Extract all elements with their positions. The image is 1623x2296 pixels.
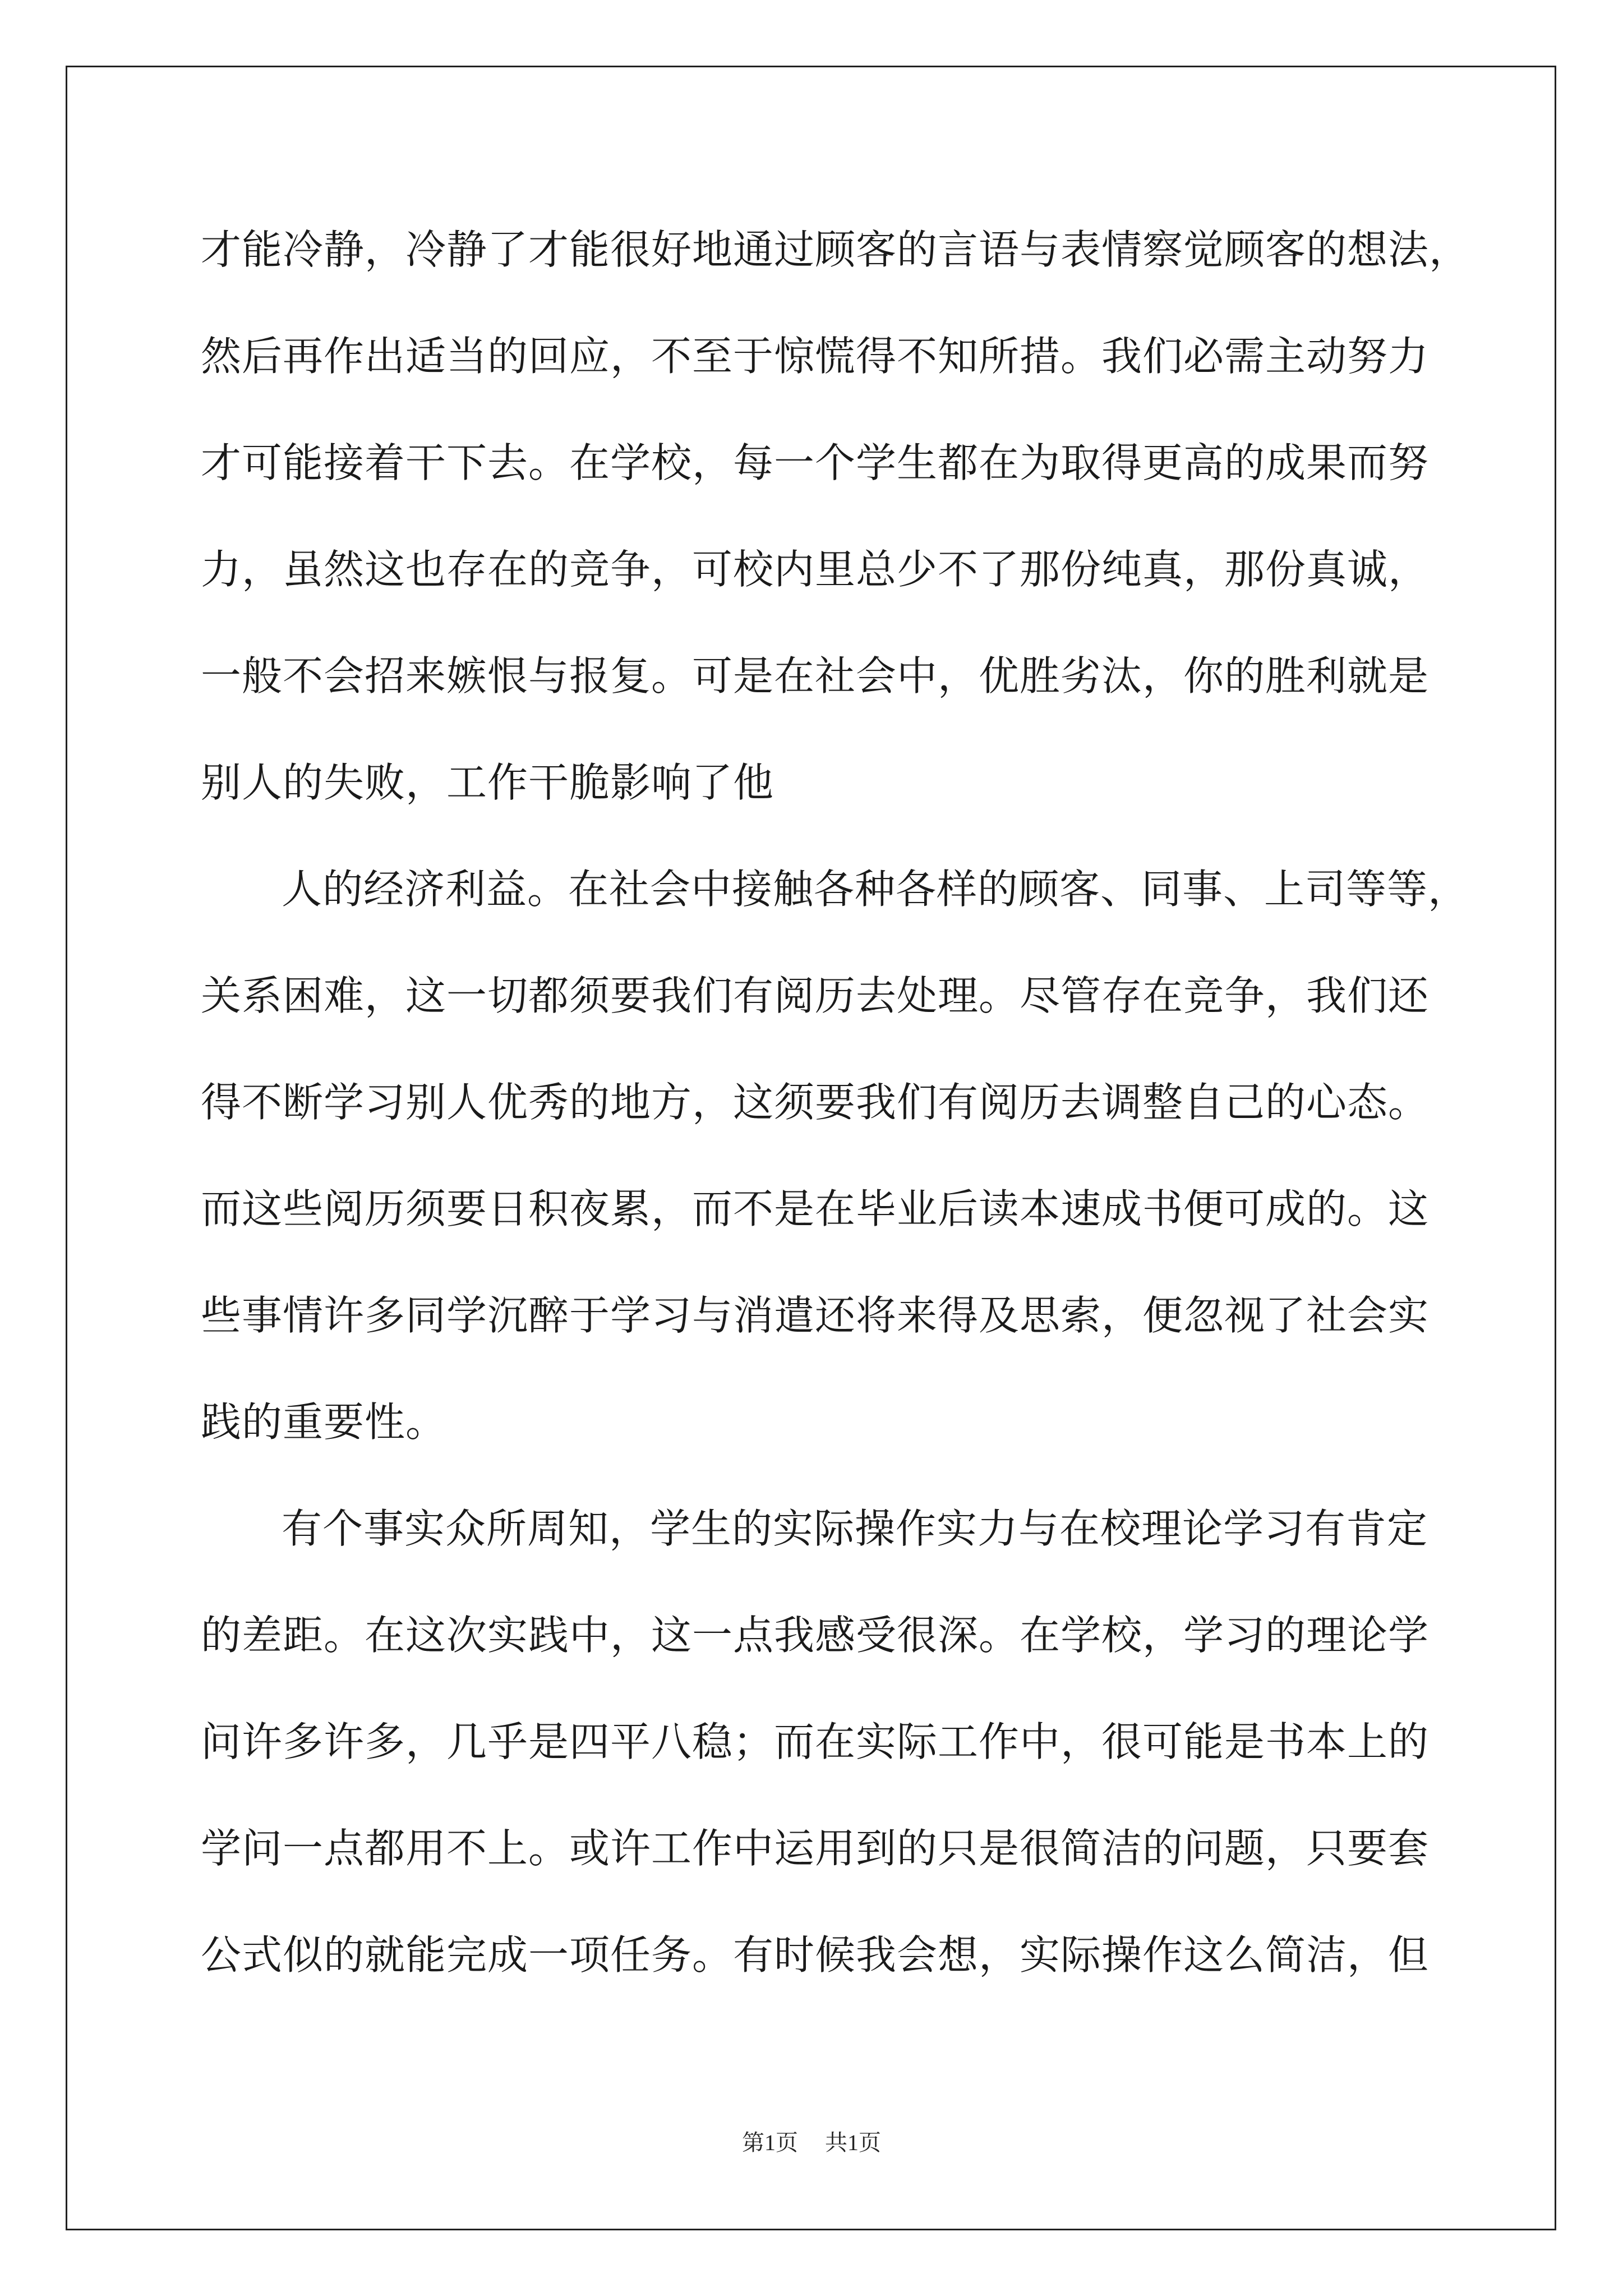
paragraph-first-line: 有个事实众所周知，学生的实际操作实力与在校理论学习有肯定 (282, 1505, 1428, 1552)
page-total: 共1页 (825, 2130, 881, 2155)
text-line: 问许多许多，几乎是四平八稳；而在实际工作中，很可能是书本上的 (201, 1718, 1430, 1765)
text-line: 力，虽然这也存在的竞争，可校内里总少不了那份纯真，那份真诚， (201, 546, 1430, 593)
text-line: 一般不会招来嫉恨与报复。可是在社会中，优胜劣汰，你的胜利就是 (201, 652, 1430, 700)
text-line: 然后再作出适当的回应，不至于惊慌得不知所措。我们必需主动努力 (201, 333, 1430, 380)
text-line: 学问一点都用不上。或许工作中运用到的只是很简洁的问题，只要套 (201, 1825, 1430, 1872)
text-line: 公式似的就能完成一项任务。有时候我会想，实际操作这么简洁，但 (201, 1931, 1430, 1978)
text-line: 的差距。在这次实践中，这一点我感受很深。在学校，学习的理论学 (201, 1612, 1430, 1659)
text-line: 才能冷静，冷静了才能很好地通过顾客的言语与表情察觉顾客的想法， (201, 226, 1470, 273)
page-footer (0, 2126, 1623, 2160)
page-number: 第1页 (742, 2130, 798, 2155)
text-line: 践的重要性。 (201, 1398, 447, 1446)
text-line: 才可能接着干下去。在学校，每一个学生都在为取得更高的成果而努 (201, 439, 1430, 486)
document-body (201, 196, 1470, 2008)
text-line: 得不断学习别人优秀的地方，这须要我们有阅历去调整自己的心态。 (201, 1079, 1430, 1126)
text-line: 别人的失败，工作干脆影响了他 (201, 759, 774, 806)
paragraph-first-line: 人的经济利益。在社会中接触各种各样的顾客、同事、上司等等， (282, 866, 1469, 913)
text-line: 关系困难，这一切都须要我们有阅历去处理。尽管存在竞争，我们还 (201, 972, 1430, 1019)
text-line: 些事情许多同学沉醉于学习与消遣还将来得及思索，便忽视了社会实 (201, 1292, 1430, 1339)
text-line: 而这些阅历须要日积夜累，而不是在毕业后读本速成书便可成的。这 (201, 1185, 1430, 1232)
